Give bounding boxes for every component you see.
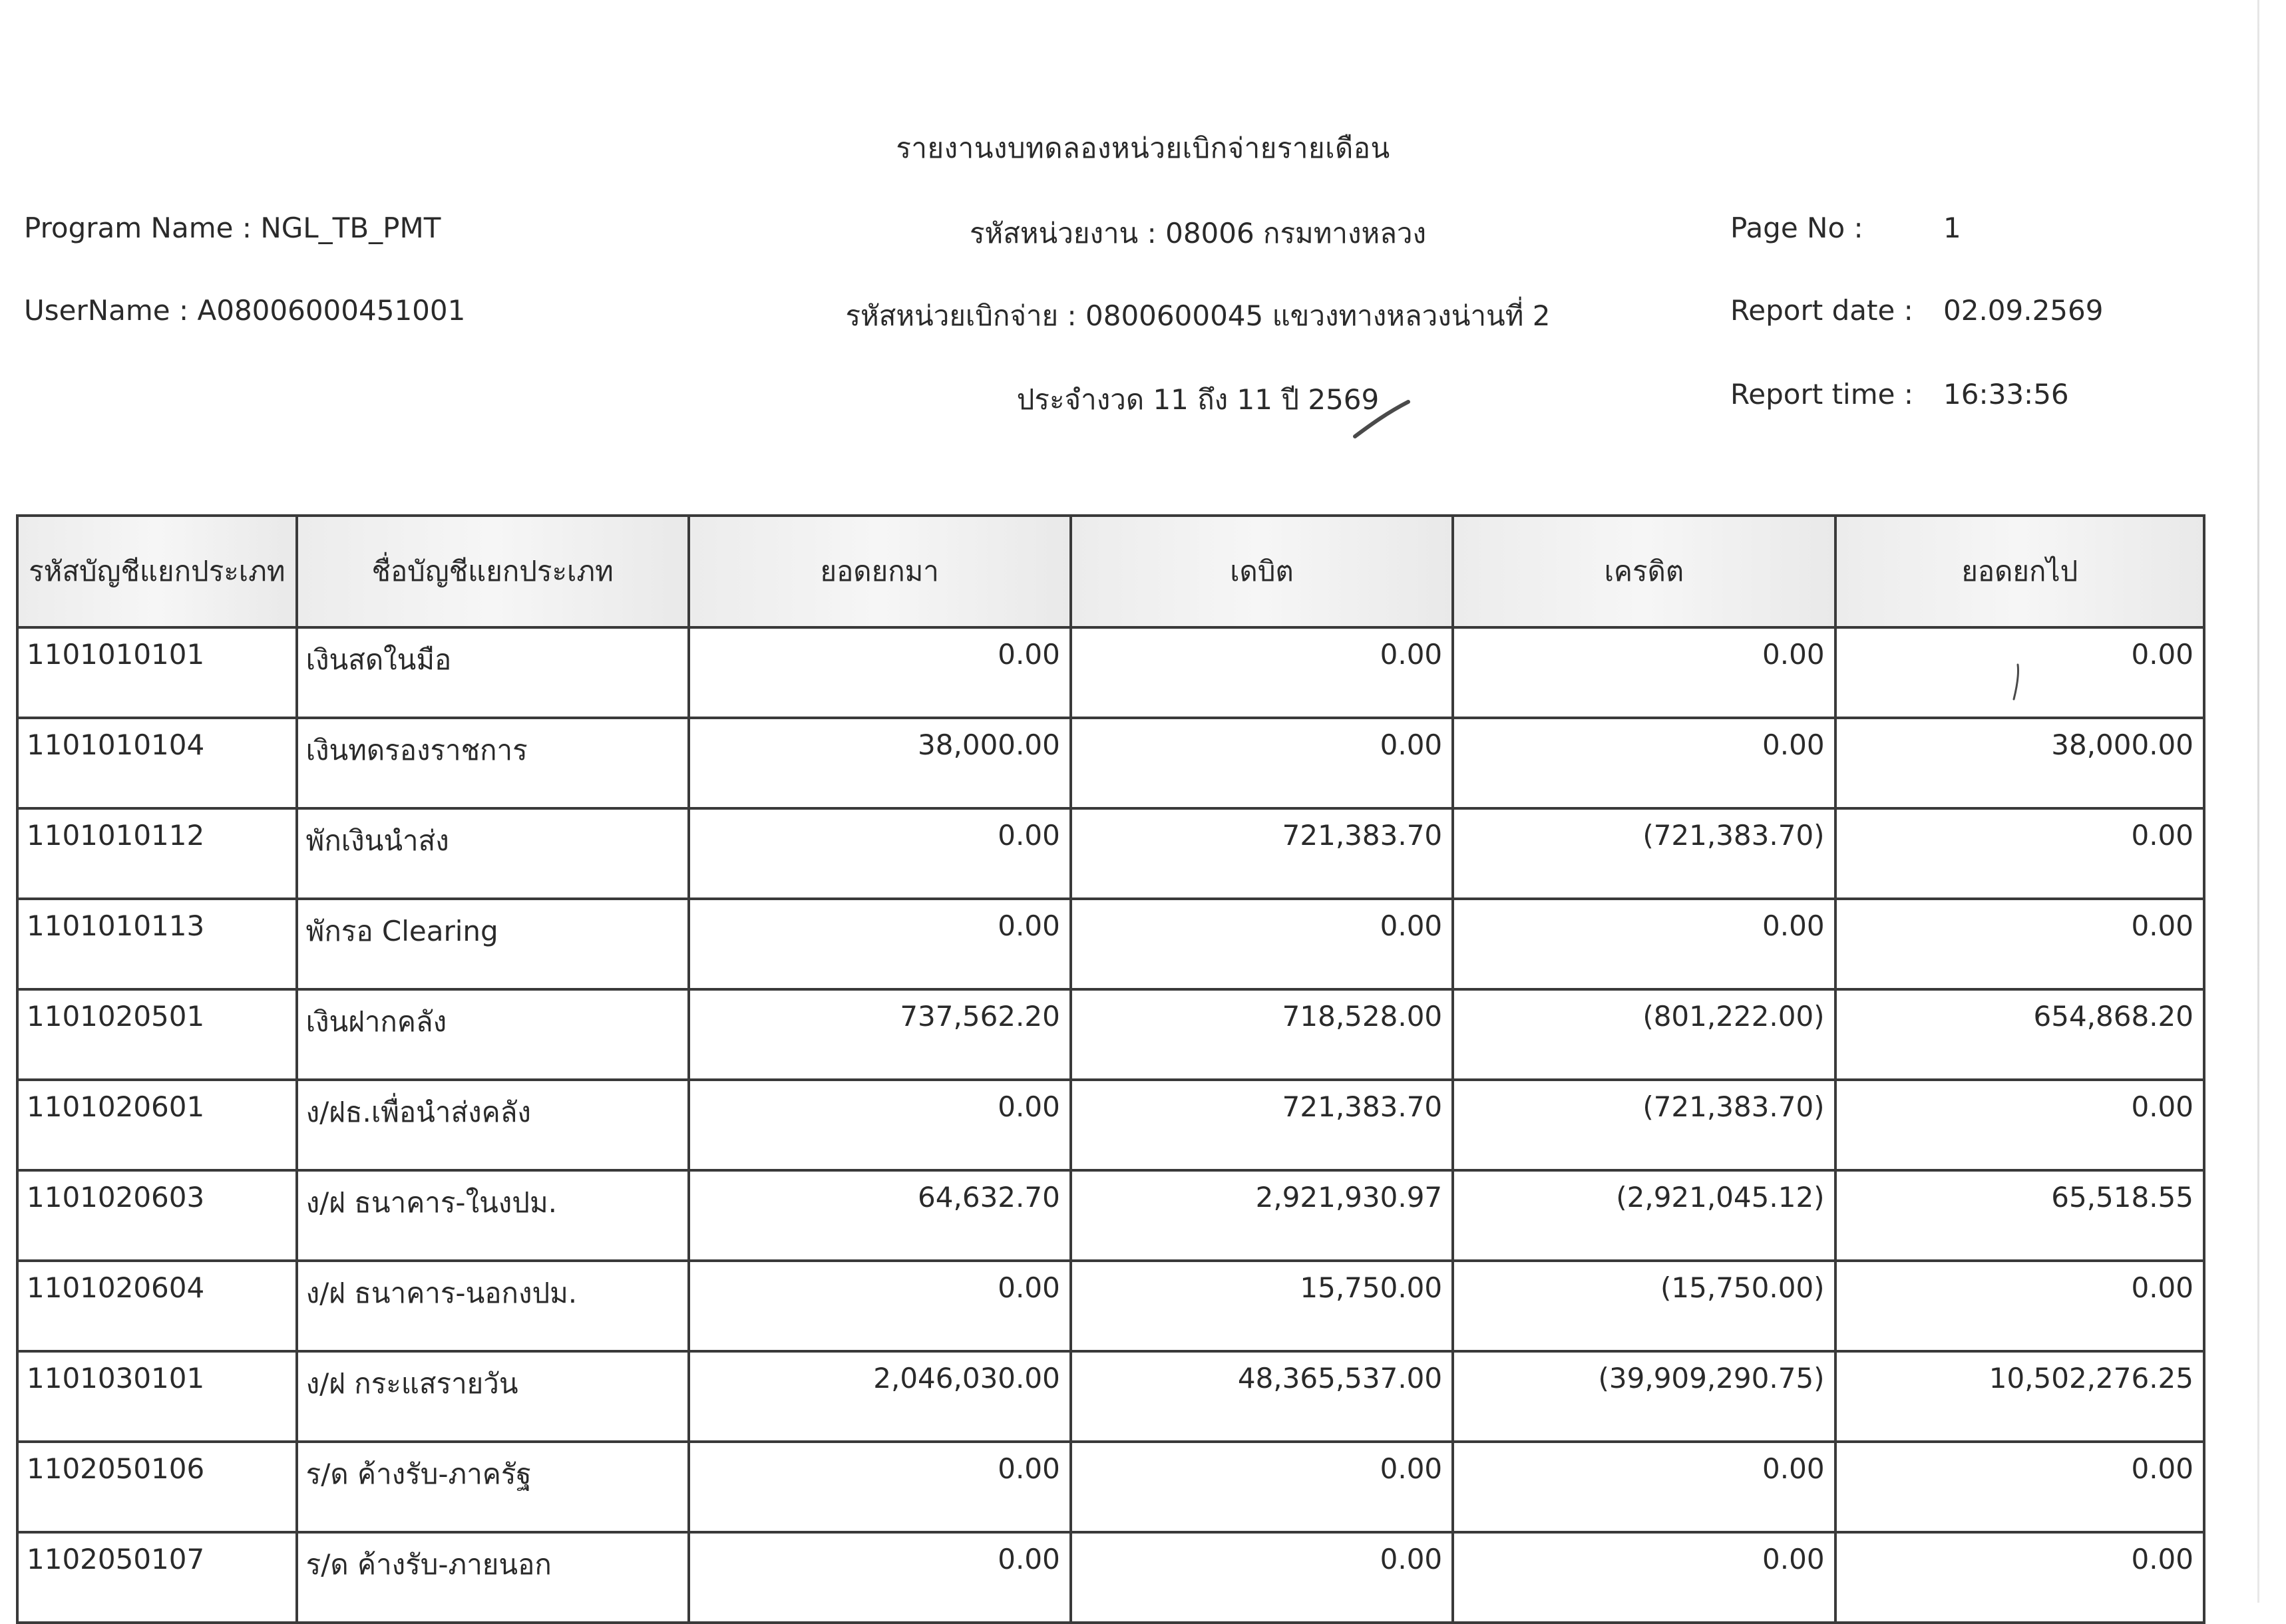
- account-name: ร/ด ค้างรับ-ภาครัฐ: [297, 1442, 689, 1532]
- header-account-code: รหัสบัญชีแยกประเภท: [17, 516, 297, 627]
- account-name: ง/ฝธ.เพื่อนำส่งคลัง: [297, 1080, 689, 1170]
- credit: 0.00: [1453, 627, 1835, 718]
- report-title: รายงานงบทดลองหน่วยเบิกจ่ายรายเดือน: [896, 132, 1390, 164]
- opening-balance: 737,562.20: [689, 989, 1071, 1080]
- table-row: [17, 718, 2204, 808]
- table-row: [17, 627, 2204, 718]
- account-name: ง/ฝ ธนาคาร-นอกงปม.: [297, 1261, 689, 1351]
- account-name: เงินฝากคลัง: [297, 989, 689, 1080]
- debit: 48,365,537.00: [1071, 1351, 1453, 1442]
- credit: (721,383.70): [1453, 808, 1835, 899]
- report-time-value: 16:33:56: [1943, 378, 2069, 410]
- account-name: พักรอ Clearing: [297, 899, 689, 989]
- debit: 721,383.70: [1071, 808, 1453, 899]
- account-code: 1101010113: [17, 899, 297, 989]
- table-row: [17, 1261, 2204, 1351]
- closing-balance: 0.00: [1835, 899, 2204, 989]
- table-row: [17, 1532, 2204, 1623]
- header-debit: เดบิต: [1071, 516, 1453, 627]
- debit: 721,383.70: [1071, 1080, 1453, 1170]
- disbursing-unit: รหัสหน่วยเบิกจ่าย : 0800600045 แขวงทางหลวงน่านที่ 2: [845, 299, 1551, 332]
- credit: 0.00: [1453, 718, 1835, 808]
- report-period: ประจำงวด 11 ถึง 11 ปี 2569: [1016, 383, 1380, 416]
- header-closing-balance: ยอดยกไป: [1835, 516, 2204, 627]
- opening-balance: 38,000.00: [689, 718, 1071, 808]
- table-row: [17, 989, 2204, 1080]
- debit: 15,750.00: [1071, 1261, 1453, 1351]
- opening-balance: 0.00: [689, 627, 1071, 718]
- account-code: 1102050106: [17, 1442, 297, 1532]
- table-row: [17, 1080, 2204, 1170]
- page-no-value: 1: [1943, 212, 1961, 244]
- closing-balance: 0.00: [1835, 1442, 2204, 1532]
- opening-balance: 0.00: [689, 1261, 1071, 1351]
- credit: (15,750.00): [1453, 1261, 1835, 1351]
- opening-balance: 0.00: [689, 1080, 1071, 1170]
- account-code: 1101010112: [17, 808, 297, 899]
- report-date-label: Report date :: [1730, 294, 1913, 327]
- debit: 2,921,930.97: [1071, 1170, 1453, 1261]
- opening-balance: 0.00: [689, 899, 1071, 989]
- debit: 0.00: [1071, 627, 1453, 718]
- table-row: [17, 808, 2204, 899]
- closing-balance: 0.00: [1835, 1532, 2204, 1623]
- closing-balance: 38,000.00: [1835, 718, 2204, 808]
- account-code: 1101020604: [17, 1261, 297, 1351]
- closing-balance: 0.00: [1835, 1080, 2204, 1170]
- account-code: 1101010101: [17, 627, 297, 718]
- account-code: 1101010104: [17, 718, 297, 808]
- header-credit: เครดิต: [1453, 516, 1835, 627]
- account-code: 1101030101: [17, 1351, 297, 1442]
- closing-balance: 10,502,276.25: [1835, 1351, 2204, 1442]
- closing-balance: 654,868.20: [1835, 989, 2204, 1080]
- header-account-name: ชื่อบัญชีแยกประเภท: [297, 516, 689, 627]
- credit: (801,222.00): [1453, 989, 1835, 1080]
- closing-balance: 65,518.55: [1835, 1170, 2204, 1261]
- closing-balance: 0.00: [1835, 808, 2204, 899]
- credit: (2,921,045.12): [1453, 1170, 1835, 1261]
- account-name: ร/ด ค้างรับ-ภายนอก: [297, 1532, 689, 1623]
- opening-balance: 0.00: [689, 1532, 1071, 1623]
- account-code: 1101020603: [17, 1170, 297, 1261]
- credit: 0.00: [1453, 899, 1835, 989]
- debit: 0.00: [1071, 1442, 1453, 1532]
- program-name: Program Name : NGL_TB_PMT: [24, 212, 441, 244]
- pen-check-mark: [1351, 399, 1411, 439]
- header-opening-balance: ยอดยกมา: [689, 516, 1071, 627]
- account-code: 1101020501: [17, 989, 297, 1080]
- opening-balance: 0.00: [689, 808, 1071, 899]
- account-name: ง/ฝ กระแสรายวัน: [297, 1351, 689, 1442]
- table-row: [17, 1442, 2204, 1532]
- account-name: เงินทดรองราชการ: [297, 718, 689, 808]
- scan-edge: [2257, 0, 2259, 1603]
- opening-balance: 0.00: [689, 1442, 1071, 1532]
- username: UserName : A08006000451001: [24, 294, 466, 327]
- debit: 718,528.00: [1071, 989, 1453, 1080]
- account-code: 1102050107: [17, 1532, 297, 1623]
- opening-balance: 64,632.70: [689, 1170, 1071, 1261]
- credit: 0.00: [1453, 1532, 1835, 1623]
- account-name: เงินสดในมือ: [297, 627, 689, 718]
- page-no-label: Page No :: [1730, 212, 1863, 244]
- credit: (721,383.70): [1453, 1080, 1835, 1170]
- account-code: 1101020601: [17, 1080, 297, 1170]
- table-header-row: [17, 516, 2204, 627]
- closing-balance: 0.00: [1835, 1261, 2204, 1351]
- opening-balance: 2,046,030.00: [689, 1351, 1071, 1442]
- debit: 0.00: [1071, 718, 1453, 808]
- debit: 0.00: [1071, 899, 1453, 989]
- agency-code: รหัสหน่วยงาน : 08006 กรมทางหลวง: [969, 217, 1427, 249]
- trial-balance-table: [16, 514, 2205, 1624]
- table-row: [17, 899, 2204, 989]
- account-name: พักเงินนำส่ง: [297, 808, 689, 899]
- table-row: [17, 1170, 2204, 1261]
- report-date-value: 02.09.2569: [1943, 294, 2104, 327]
- table-row: [17, 1351, 2204, 1442]
- debit: 0.00: [1071, 1532, 1453, 1623]
- credit: 0.00: [1453, 1442, 1835, 1532]
- account-name: ง/ฝ ธนาคาร-ในงปม.: [297, 1170, 689, 1261]
- report-time-label: Report time :: [1730, 378, 1913, 410]
- closing-balance: 0.00: [1835, 627, 2204, 718]
- credit: (39,909,290.75): [1453, 1351, 1835, 1442]
